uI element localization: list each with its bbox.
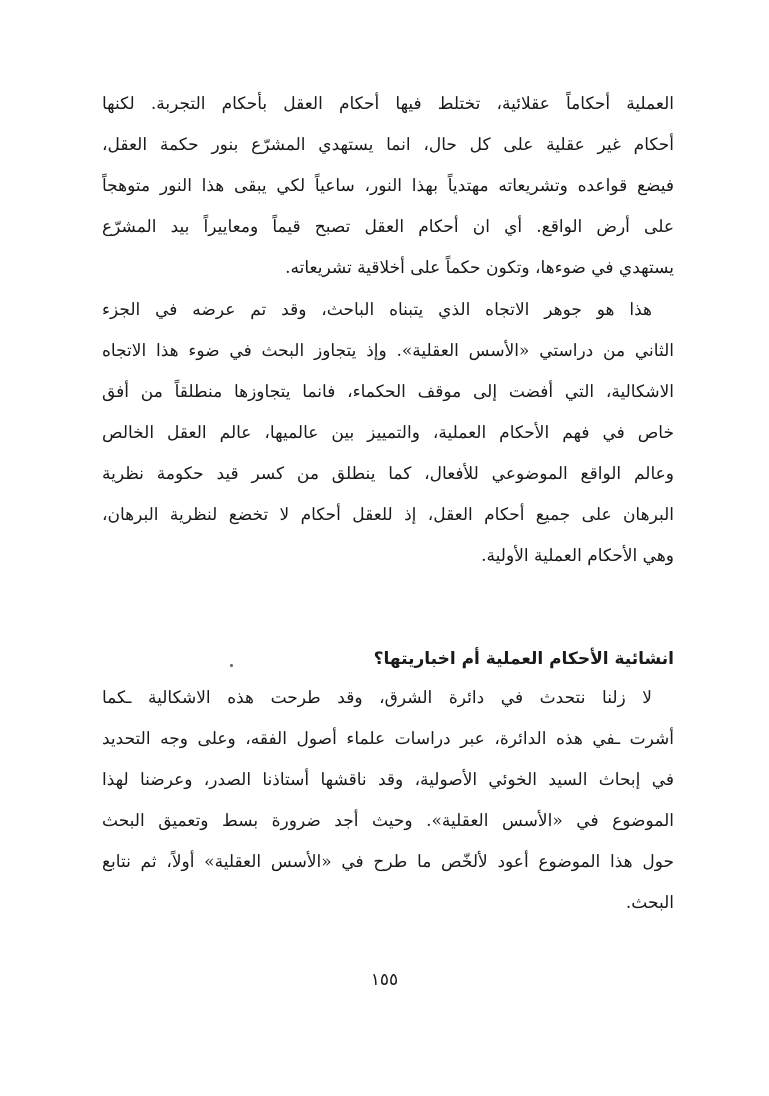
- text-line: على أرض الواقع. أي ان أحكام العقل تصبح قيماً ومعاييراً بيد المشرّع: [102, 217, 674, 237]
- text-line: الموضوع في «الأسس العقلية». وحيث أجد ضرورة بسط وتعميق البحث: [102, 811, 674, 831]
- text-line: حول هذا الموضوع أعود لألخّص ما طرح في «الأسس العقلية» أولاً، ثم نتابع: [102, 852, 674, 872]
- text-line: الثاني من دراستي «الأسس العقلية». وإذ يتجاوز البحث في ضوء هذا الاتجاه: [102, 341, 674, 361]
- text-line: وهي الأحكام العملية الأولية.: [481, 546, 674, 566]
- print-speck: [230, 664, 233, 667]
- text-line: أشرت ـفي هذه الدائرة، عبر دراسات علماء أصول الفقه، وعلى وجه التحديد: [102, 729, 674, 749]
- text-line: الاشكالية، التي أفضت إلى موقف الحكماء، فانما يتجاوزها منطلقاً من أفق: [102, 382, 674, 402]
- paragraph-continuation: [102, 84, 674, 289]
- text-line: خاص في فهم الأحكام العملية، والتمييز بين عالميها، عالم العقل الخالص: [102, 423, 674, 443]
- text-line: لا زلنا نتحدث في دائرة الشرق، وقد طرحت هذه الاشكالية ـكما: [102, 688, 652, 708]
- text-line: البحث.: [625, 893, 674, 913]
- paragraph-section-intro: [102, 678, 674, 924]
- text-line: فيضع قواعده وتشريعاته مهتدياً بهذا النور، ساعياً لكي يبقى هذا النور متوهجاً: [102, 176, 674, 196]
- paragraph-approach: [102, 290, 674, 577]
- page-number: ١٥٥: [370, 970, 399, 990]
- text-line: يستهدي في ضوءها، وتكون حكماً على أخلاقية تشريعاته.: [285, 258, 674, 278]
- text-line: هذا هو جوهر الاتجاه الذي يتبناه الباحث، وقد تم عرضه في الجزء: [102, 300, 652, 320]
- section-heading: انشائية الأحكام العملية أم اخباريتها؟: [373, 649, 674, 669]
- text-line: العملية أحكاماً عقلائية، تختلط فيها أحكام العقل بأحكام التجربة. لكنها: [102, 94, 674, 114]
- text-line: وعالم الواقع الموضوعي للأفعال، كما ينطلق من كسر قيد حكومة نظرية: [102, 464, 674, 484]
- text-line: البرهان على جميع أحكام العقل، إذ للعقل أحكام لا تخضع لنظرية البرهان،: [102, 505, 674, 525]
- text-line: في إبحاث السيد الخوئي الأصولية، وقد ناقشها أستاذنا الصدر، وعرضنا لهذا: [102, 770, 674, 790]
- text-line: أحكام غير عقلية على كل حال، انما يستهدي المشرّع بنور حكمة العقل،: [102, 135, 674, 155]
